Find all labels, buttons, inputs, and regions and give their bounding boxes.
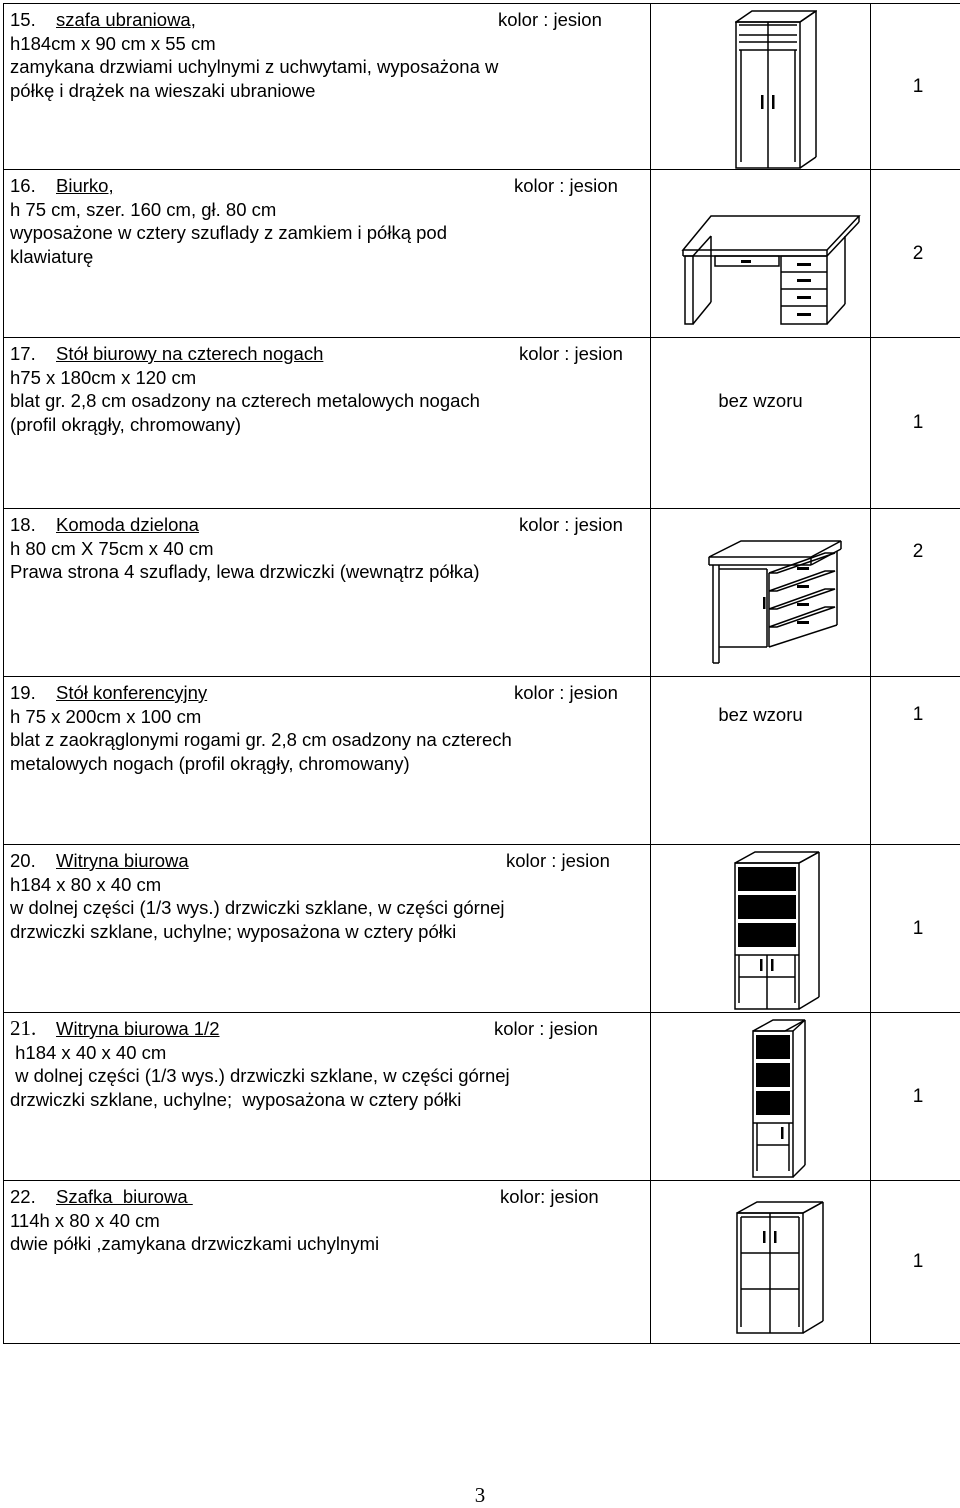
item-image-cell <box>651 845 871 1013</box>
item-description <box>4 509 651 677</box>
desk-icon <box>681 214 861 326</box>
item-image-cell <box>651 170 871 338</box>
item-quantity: 1 <box>871 4 960 170</box>
item-image-cell <box>651 4 871 170</box>
item-quantity: 1 <box>871 1181 960 1344</box>
item-detail: h 75 x 200cm x 100 cm <box>10 705 650 729</box>
item-detail: h184cm x 90 cm x 55 cm <box>10 32 650 56</box>
no-pattern-label: bez wzoru <box>651 390 870 412</box>
table-row <box>4 509 960 677</box>
item-detail: (profil okrągły, chromowany) <box>10 413 650 437</box>
item-detail: półkę i drążek na wieszaki ubraniowe <box>10 79 650 103</box>
item-description <box>4 677 651 845</box>
item-color: kolor : jesion <box>498 8 602 32</box>
item-number: 18. <box>10 513 56 537</box>
item-detail: h184 x 80 x 40 cm <box>10 873 650 897</box>
item-description <box>4 1181 651 1344</box>
item-name: Stół konferencyjny <box>56 682 207 703</box>
item-number: 22. <box>10 1185 56 1209</box>
item-color: kolor : jesion <box>506 849 610 873</box>
item-description <box>4 338 651 509</box>
table-row <box>4 170 960 338</box>
item-color: kolor : jesion <box>514 681 618 705</box>
item-detail: h75 x 180cm x 120 cm <box>10 366 650 390</box>
item-name: Szafka biurowa <box>56 1186 193 1207</box>
item-name: Komoda dzielona <box>56 514 199 535</box>
item-detail: wyposażone w cztery szuflady z zamkiem i półką pod <box>10 221 650 245</box>
item-name: Witryna biurowa 1/2 <box>56 1018 219 1039</box>
item-description <box>4 845 651 1013</box>
item-detail: drzwiczki szklane, uchylne; wyposażona w cztery półki <box>10 1088 650 1112</box>
table-row <box>4 677 960 845</box>
office-cupboard-icon <box>735 1201 825 1335</box>
item-detail: blat z zaokrąglonymi rogami gr. 2,8 cm osadzony na czterech <box>10 728 650 752</box>
item-quantity: 1 <box>871 1013 960 1181</box>
item-number: 16. <box>10 174 56 198</box>
item-image-cell <box>651 509 871 677</box>
item-detail: metalowych nogach (profil okrągły, chromowany) <box>10 752 650 776</box>
item-number: 19. <box>10 681 56 705</box>
item-number: 21. <box>10 1017 56 1041</box>
item-name: Stół biurowy na czterech nogach <box>56 343 323 364</box>
item-image-cell <box>651 677 871 845</box>
table-row <box>4 1181 960 1344</box>
item-description <box>4 1013 651 1181</box>
item-detail: dwie półki ,zamykana drzwiczkami uchylnymi <box>10 1232 650 1256</box>
item-number: 17. <box>10 342 56 366</box>
narrow-glass-cabinet-icon <box>751 1019 807 1179</box>
item-description <box>4 4 651 170</box>
furniture-table <box>3 3 960 1344</box>
glass-cabinet-icon <box>733 851 821 1011</box>
wardrobe-icon <box>735 10 817 170</box>
table-row <box>4 845 960 1013</box>
item-detail: klawiaturę <box>10 245 650 269</box>
item-description <box>4 170 651 338</box>
item-color: kolor : jesion <box>519 513 623 537</box>
item-quantity: 1 <box>871 845 960 1013</box>
item-detail: 114h x 80 x 40 cm <box>10 1209 650 1233</box>
table-row <box>4 338 960 509</box>
item-name: Witryna biurowa <box>56 850 189 871</box>
table-row <box>4 4 960 170</box>
item-detail: w dolnej części (1/3 wys.) drzwiczki szklane, w części górnej <box>10 1064 650 1088</box>
item-color: kolor : jesion <box>514 174 618 198</box>
item-detail: zamykana drzwiami uchylnymi z uchwytami, wyposażona w <box>10 55 650 79</box>
item-detail: blat gr. 2,8 cm osadzony na czterech metalowych nogach <box>10 389 650 413</box>
item-detail: w dolnej części (1/3 wys.) drzwiczki szklane, w części górnej <box>10 896 650 920</box>
item-name: Biurko, <box>56 175 114 196</box>
item-image-cell <box>651 1181 871 1344</box>
item-detail: h184 x 40 x 40 cm <box>10 1041 650 1065</box>
no-pattern-label: bez wzoru <box>651 704 870 726</box>
item-color: kolor : jesion <box>494 1017 598 1041</box>
item-name: szafa ubraniowa, <box>56 9 196 30</box>
item-quantity: 2 <box>871 509 960 677</box>
page-number: 3 <box>0 1483 960 1508</box>
item-quantity: 1 <box>871 677 960 845</box>
item-image-cell <box>651 338 871 509</box>
item-quantity: 2 <box>871 170 960 338</box>
item-number: 20. <box>10 849 56 873</box>
item-detail: h 75 cm, szer. 160 cm, gł. 80 cm <box>10 198 650 222</box>
item-detail: h 80 cm X 75cm x 40 cm <box>10 537 650 561</box>
item-detail: drzwiczki szklane, uchylne; wyposażona w cztery półki <box>10 920 650 944</box>
chest-of-drawers-icon <box>707 539 843 667</box>
table-row <box>4 1013 960 1181</box>
item-number: 15. <box>10 8 56 32</box>
item-quantity: 1 <box>871 338 960 509</box>
item-image-cell <box>651 1013 871 1181</box>
item-color: kolor : jesion <box>519 342 623 366</box>
item-detail: Prawa strona 4 szuflady, lewa drzwiczki (wewnątrz półka) <box>10 560 650 584</box>
item-color: kolor: jesion <box>500 1185 599 1209</box>
